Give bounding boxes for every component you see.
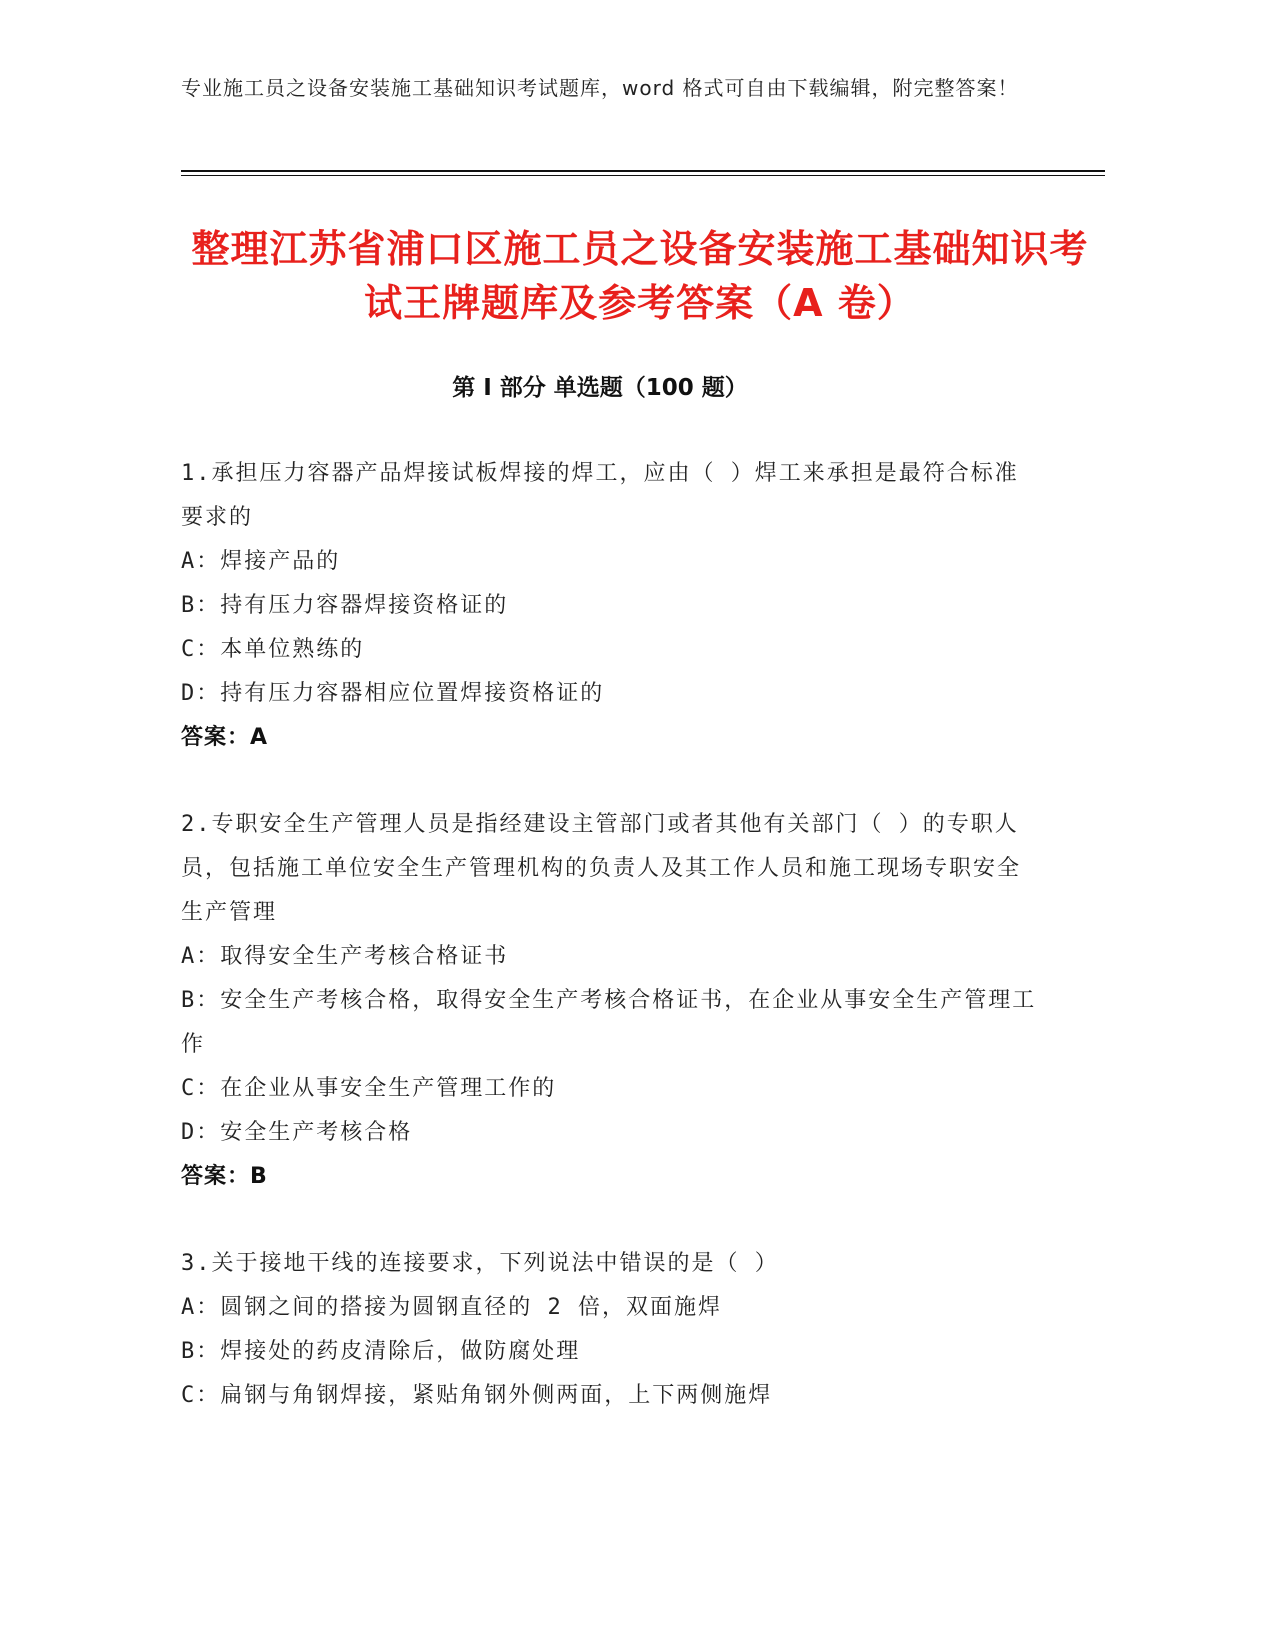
question-list xyxy=(181,452,1041,1461)
answer: 答案：B xyxy=(181,1164,268,1189)
question-2 xyxy=(181,803,1041,1199)
question-stem: 3.关于接地干线的连接要求，下列说法中错误的是（ ） xyxy=(181,1251,779,1276)
question-stem: 1.承担压力容器产品焊接试板焊接的焊工，应由（ ）焊工来承担是最符合标准要求的 xyxy=(181,461,1019,530)
header-note: 专业施工员之设备安装施工基础知识考试题库，word 格式可自由下载编辑，附完整答案！ xyxy=(181,76,1019,100)
option-b: B：持有压力容器焊接资格证的 xyxy=(181,593,509,618)
question-stem: 2.专职安全生产管理人员是指经建设主管部门或者其他有关部门（ ）的专职人员，包括施工单位安全生产管理机构的负责人及其工作人员和施工现场专职安全生产管理 xyxy=(181,812,1022,925)
option-c: C：在企业从事安全生产管理工作的 xyxy=(181,1076,557,1101)
option-d: D：安全生产考核合格 xyxy=(181,1120,413,1145)
header-divider-thick xyxy=(181,170,1105,172)
answer: 答案：A xyxy=(181,725,269,750)
question-3 xyxy=(181,1242,1041,1418)
document-title: 整理江苏省浦口区施工员之设备安装施工基础知识考试王牌题库及参考答案（A 卷） xyxy=(191,227,1089,325)
header-divider-thin xyxy=(181,175,1105,176)
option-a: A：焊接产品的 xyxy=(181,549,341,574)
option-b: B：焊接处的药皮清除后，做防腐处理 xyxy=(181,1339,581,1364)
option-c: C：本单位熟练的 xyxy=(181,637,365,662)
option-a: A：圆钢之间的搭接为圆钢直径的 2 倍，双面施焊 xyxy=(181,1295,722,1320)
option-b: B：安全生产考核合格，取得安全生产考核合格证书，在企业从事安全生产管理工作 xyxy=(181,988,1037,1057)
option-a: A：取得安全生产考核合格证书 xyxy=(181,944,509,969)
option-c: C：扁钢与角钢焊接，紧贴角钢外侧两面，上下两侧施焊 xyxy=(181,1383,773,1408)
section-title: 第 I 部分 单选题（100 题） xyxy=(452,375,748,401)
question-1 xyxy=(181,452,1041,760)
option-d: D：持有压力容器相应位置焊接资格证的 xyxy=(181,681,605,706)
